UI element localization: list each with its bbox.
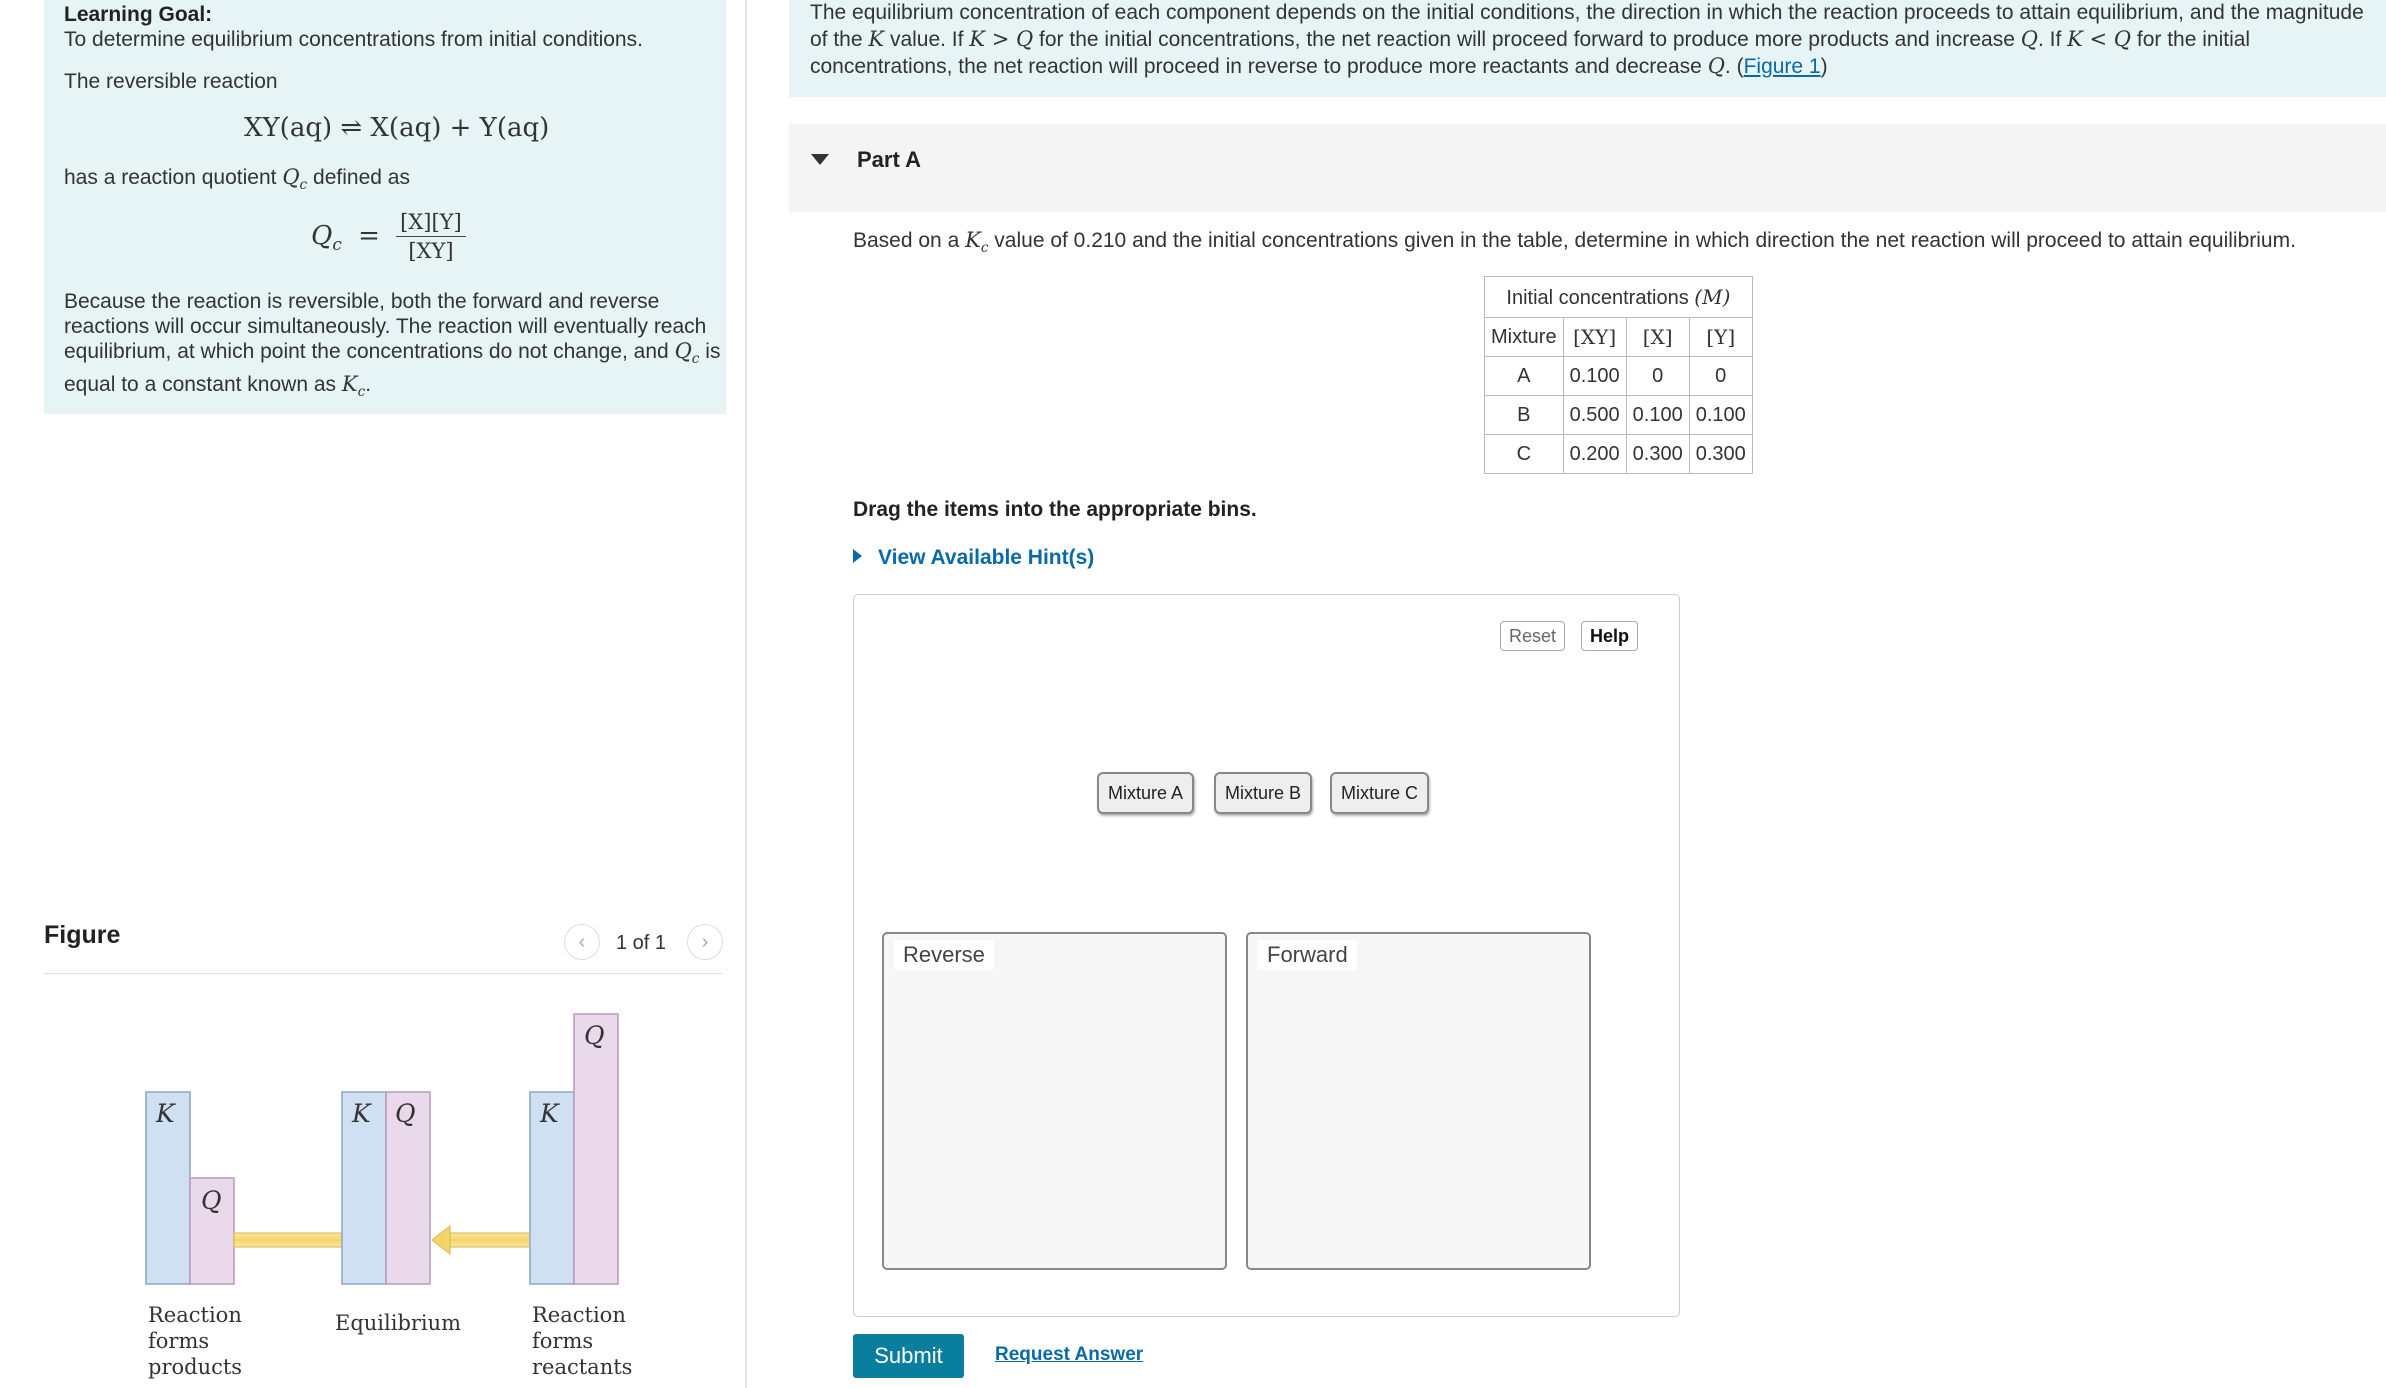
qc-fraction-denominator: [XY]	[408, 239, 454, 263]
drag-instruction: Drag the items into the appropriate bins.	[853, 498, 1257, 521]
caption-left-line-2: forms	[148, 1329, 210, 1353]
draggable-mixture-b[interactable]: Mixture B	[1214, 772, 1312, 814]
chevron-left-icon: ‹	[578, 930, 586, 953]
draggable-mixture-a[interactable]: Mixture A	[1097, 772, 1194, 814]
table-cell: 0	[1626, 357, 1689, 396]
forward-bin-label: Forward	[1258, 940, 1357, 970]
table-header: [X]	[1626, 318, 1689, 357]
reset-button[interactable]: Reset	[1500, 621, 1565, 651]
reverse-bin-label: Reverse	[894, 940, 994, 970]
reaction-equation: XY(aq) ⇌ X(aq) + Y(aq)	[244, 113, 550, 143]
q-label-left: Q	[201, 1186, 222, 1215]
table-cell: 0.300	[1689, 435, 1752, 474]
figure-divider	[44, 973, 722, 974]
k-label-middle: K	[352, 1099, 371, 1128]
table-cell: C	[1485, 435, 1564, 474]
table-cell: 0.200	[1563, 435, 1626, 474]
table-header-row	[1485, 318, 1753, 357]
part-a-label: Part A	[857, 147, 921, 172]
learning-goal-text: To determine equilibrium concentrations from initial conditions.	[64, 28, 643, 51]
qc-symbol: $Q_c$	[282, 165, 308, 194]
qc-fraction-numerator: [X][Y]	[396, 210, 466, 237]
caret-right-icon	[853, 549, 862, 563]
help-button[interactable]: Help	[1581, 621, 1638, 651]
intro-panel	[789, 0, 2386, 97]
figure-page-indicator: 1 of 1	[616, 932, 667, 954]
table-caption: Initial concentrations (M)	[1485, 277, 1753, 318]
table-row	[1485, 396, 1753, 435]
drag-and-drop-area	[853, 594, 1680, 1317]
caption-left-line-1: Reaction	[148, 1303, 242, 1327]
caption-left-line-3: products	[148, 1355, 243, 1379]
table-cell: 0.100	[1626, 396, 1689, 435]
reversibility-explanation: Because the reaction is reversible, both the forward and reverse reactions will occur simultaneously. The reaction will eventually reach equilibrium, at which point the concentrations do not change, and $Q_c$ is equal to a constant known as $K_c$.	[64, 290, 721, 401]
table-header: [Y]	[1689, 318, 1752, 357]
draggable-mixture-c[interactable]: Mixture C	[1330, 772, 1429, 814]
view-hints-toggle[interactable]	[853, 546, 1094, 570]
table-cell: 0.100	[1689, 396, 1752, 435]
table-cell: 0	[1689, 357, 1752, 396]
caption-right-line-1: Reaction	[532, 1303, 626, 1327]
table-header: Mixture	[1485, 318, 1564, 357]
qc-fraction	[396, 210, 466, 263]
quotient-suffix: defined as	[313, 166, 410, 189]
part-a-header[interactable]	[789, 124, 2386, 212]
figure-1-link[interactable]: Figure 1	[1743, 55, 1821, 78]
qc-definition-symbol: $Q_c$	[311, 220, 342, 254]
k-vs-q-figure	[130, 1000, 650, 1388]
caret-down-icon[interactable]	[811, 154, 829, 165]
table-cell: 0.300	[1626, 435, 1689, 474]
quotient-intro: has a reaction quotient	[64, 166, 277, 189]
caption-right-line-3: reactants	[532, 1355, 633, 1379]
request-answer-link[interactable]: Request Answer	[995, 1344, 1144, 1365]
learning-goal-panel	[44, 0, 726, 414]
quotient-intro-line	[64, 165, 410, 198]
previous-figure-button[interactable]	[564, 924, 600, 960]
chevron-right-icon: ›	[701, 930, 709, 953]
intro-text: The equilibrium concentration of each component depends on the initial conditions, the direction in which the reaction proceeds to attain equilibrium, and the magnitude of the K value. If K > Q for the initial concentrations, the net reaction will proceed forward to produce more products and increase Q. If K < Q for the initial concentrations, the net reaction will proceed in reverse to produce more reactants and decrease Q. (Figure 1)	[810, 1, 2364, 78]
table-cell: A	[1485, 357, 1564, 396]
q-bar-right	[574, 1014, 618, 1284]
table-cell: 0.500	[1563, 396, 1626, 435]
learning-goal-heading: Learning Goal:	[64, 3, 213, 26]
q-label-right: Q	[584, 1021, 605, 1050]
table-cell: 0.100	[1563, 357, 1626, 396]
q-label-middle: Q	[395, 1099, 416, 1128]
caption-right-line-2: forms	[532, 1329, 594, 1353]
figure-title: Figure	[44, 921, 121, 949]
table-row	[1485, 357, 1753, 396]
part-a-question: Based on a $K_c$ value of 0.210 and the initial concentrations given in the table, determine in which direction the net reaction will proceed to attain equilibrium.	[853, 228, 2296, 257]
column-divider	[745, 0, 747, 1388]
caption-middle: Equilibrium	[335, 1311, 462, 1335]
k-label-left: K	[156, 1099, 175, 1128]
table-row	[1485, 435, 1753, 474]
initial-concentrations-table	[1484, 276, 1753, 474]
view-hints-label: View Available Hint(s)	[878, 546, 1095, 569]
k-label-right: K	[540, 1099, 559, 1128]
submit-button[interactable]: Submit	[853, 1334, 964, 1378]
reverse-bin[interactable]	[882, 932, 1227, 1270]
table-cell: B	[1485, 396, 1564, 435]
forward-bin[interactable]	[1246, 932, 1591, 1270]
next-figure-button[interactable]	[687, 924, 723, 960]
table-header: [XY]	[1563, 318, 1626, 357]
qc-definition: $Q_c$ = $\frac{[X][Y]}{[XY]}$	[311, 210, 466, 263]
reaction-intro: The reversible reaction	[64, 70, 278, 93]
